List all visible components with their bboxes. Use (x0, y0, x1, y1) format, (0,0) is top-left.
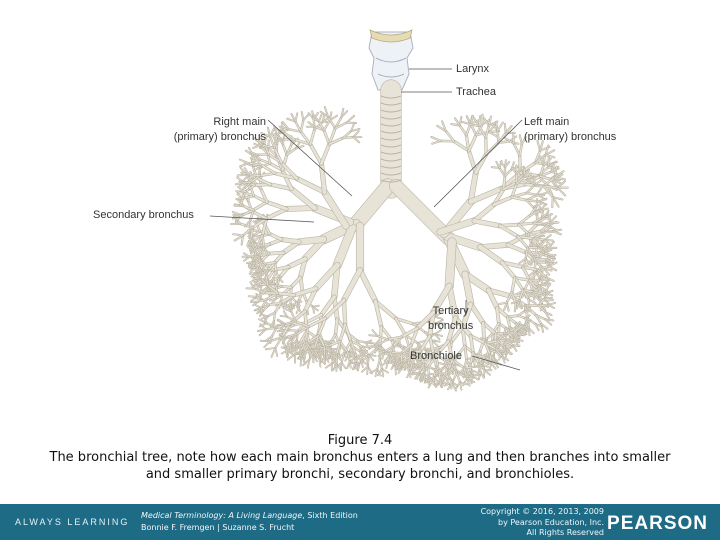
airway-branch (529, 299, 530, 307)
airway-branch (360, 270, 375, 301)
airway-branch (486, 143, 498, 155)
airway-branch (474, 205, 494, 221)
footer-bar (0, 504, 720, 540)
airway-branch (552, 197, 553, 207)
airway-branch (314, 119, 315, 130)
figure-number: Figure 7.4 (327, 433, 393, 448)
airway-branch (449, 242, 452, 286)
airway-branch (344, 300, 345, 324)
label-tertiary-line2: bronchus (428, 320, 474, 332)
label-left-main-line2: (primary) bronchus (524, 131, 617, 143)
airway-branch (267, 202, 286, 209)
airway-branch (469, 135, 476, 151)
airway-branch (544, 232, 553, 233)
airway-branch (498, 123, 503, 131)
airway-branch (474, 221, 500, 226)
airway-branch (291, 189, 314, 208)
airway-branch (557, 188, 565, 196)
label-right-main-line2: (primary) bronchus (173, 131, 266, 143)
figure-caption-text: The bronchial tree, note how each main bronchus enters a lung and then branches into smaller and smaller primary bronchi, secondary bronchi, and bronchioles. (49, 450, 671, 482)
label-secondary-bronchus: Secondary bronchus (93, 209, 194, 221)
airway-branch (289, 330, 298, 331)
copyright-line2: by Pearson Education, Inc. (498, 517, 604, 527)
airway-branch (446, 131, 454, 141)
pearson-logo: PEARSON (607, 513, 708, 534)
copyright-line3: All Rights Reserved (526, 528, 604, 537)
book-edition: , Sixth Edition (302, 511, 358, 520)
label-tertiary-bronchus (428, 304, 473, 334)
label-right-main-line1: Right main (213, 116, 266, 128)
label-tertiary-line1: Tertiary (432, 305, 469, 317)
airway-branch (324, 130, 329, 144)
airway-branch (347, 116, 355, 123)
airway-branch (483, 323, 484, 339)
airway-branch (260, 173, 275, 175)
label-trachea: Trachea (456, 86, 496, 98)
airway-branch (519, 225, 529, 234)
footer-tagline: ALWAYS LEARNING (15, 517, 130, 527)
airway-branch (281, 239, 299, 241)
airway-branch (489, 132, 498, 137)
airway-branch (269, 253, 284, 254)
label-left-main-line1: Left main (524, 116, 570, 128)
airway-branch (281, 286, 291, 287)
airway-branch (466, 124, 470, 135)
label-right-main-bronchus (158, 115, 266, 145)
book-authors: Bonnie F. Fremgen | Suzanne S. Frucht (141, 523, 295, 532)
airway-branch (391, 353, 401, 354)
airway-branch (512, 278, 515, 293)
airway-branch (431, 137, 440, 141)
airway-branch (310, 144, 321, 163)
airway-branch (356, 186, 388, 224)
footer-copyright (481, 507, 604, 539)
airway-branch (500, 226, 518, 237)
airway-branch (480, 247, 502, 262)
airway-branch (267, 209, 287, 219)
airway-branch (264, 341, 270, 347)
footer-book-info (141, 510, 358, 534)
airway-branch (299, 239, 323, 242)
label-bronchiole: Bronchiole (410, 350, 462, 362)
airway-branch (321, 144, 329, 164)
label-left-main-bronchus (524, 115, 616, 145)
figure-caption (0, 432, 720, 483)
airway-branch (253, 202, 267, 210)
airway-branch (536, 259, 547, 260)
airway-branch (460, 125, 467, 135)
airway-branch (344, 270, 360, 300)
airway-branch (297, 179, 325, 193)
label-larynx: Larynx (456, 63, 490, 75)
airway-branch (508, 245, 526, 252)
airway-branch (497, 308, 499, 324)
book-title: Medical Terminology: A Living Language (141, 511, 303, 520)
copyright-line1: Copyright © 2016, 2013, 2009 (480, 507, 604, 516)
airway-branch (291, 277, 300, 287)
airway-branches (231, 90, 568, 391)
